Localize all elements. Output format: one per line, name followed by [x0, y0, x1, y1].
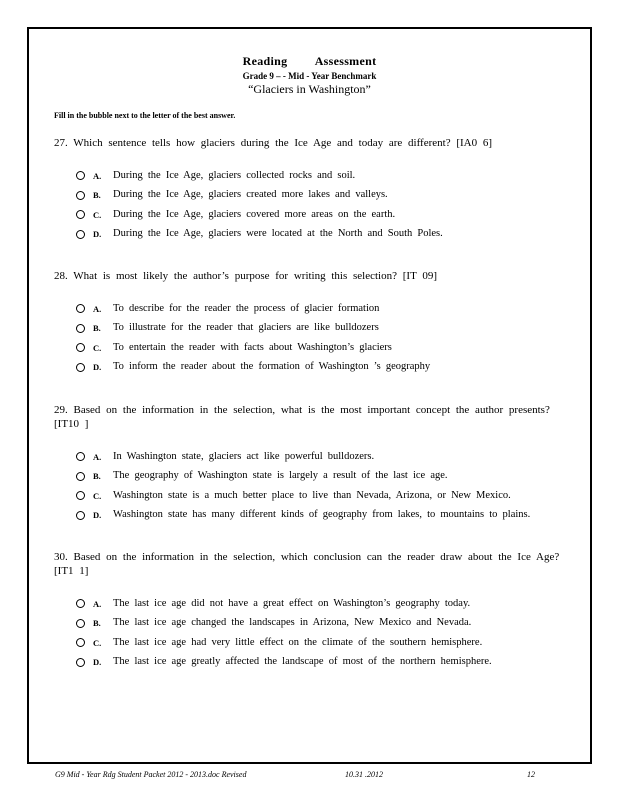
page-frame: [27, 27, 592, 764]
option-d[interactable]: [76, 506, 574, 526]
option-d[interactable]: [76, 225, 574, 245]
option-text: To inform the reader about the formation of Washington ’s geography: [113, 361, 431, 373]
option-a[interactable]: [76, 447, 574, 467]
bubble-icon[interactable]: [76, 343, 85, 352]
option-text: During the Ice Age, glaciers created more lakes and valleys.: [113, 189, 388, 201]
bubble-icon[interactable]: [76, 324, 85, 333]
option-b[interactable]: [76, 614, 574, 634]
bubble-icon[interactable]: [76, 511, 85, 520]
bubble-icon[interactable]: [76, 619, 85, 628]
option-letter: C.: [93, 342, 102, 353]
option-letter: A.: [93, 451, 102, 462]
option-text: Washington state has many different kinds of geography from lakes, to mountains to plains.: [113, 509, 531, 521]
bubble-icon[interactable]: [76, 658, 85, 667]
option-c[interactable]: [76, 338, 574, 358]
title-assessment: Assessment: [314, 54, 377, 68]
grade-subtitle: Grade 9 – - Mid - Year Benchmark: [242, 71, 377, 81]
question-27: [54, 136, 574, 244]
bubble-icon[interactable]: [76, 491, 85, 500]
option-text: The last ice age greatly affected the landscape of most of the northern hemisphere.: [113, 656, 492, 668]
question-text: 29. Based on the information in the selection, what is the most important concept the author presents? [IT10 ]: [54, 404, 550, 430]
option-text: In Washington state, glaciers act like powerful bulldozers.: [113, 450, 375, 462]
answer-options: [54, 299, 574, 377]
option-letter: D.: [93, 657, 102, 668]
question-28: [54, 269, 574, 377]
option-c[interactable]: [76, 205, 574, 225]
option-letter: A.: [93, 170, 102, 181]
option-a[interactable]: [76, 166, 574, 186]
bubble-icon[interactable]: [76, 363, 85, 372]
option-b[interactable]: [76, 467, 574, 487]
option-letter: B.: [93, 618, 101, 629]
option-d[interactable]: [76, 358, 574, 378]
option-a[interactable]: [76, 299, 574, 319]
bubble-icon[interactable]: [76, 472, 85, 481]
answer-options: [54, 166, 574, 244]
footer-page-number: 12: [527, 770, 535, 779]
option-text: The last ice age had very little effect on the climate of the southern hemisphere.: [113, 636, 483, 648]
question-29: [54, 403, 574, 525]
option-letter: A.: [93, 598, 102, 609]
title-reading: Reading: [242, 54, 288, 68]
option-letter: B.: [93, 471, 101, 482]
bubble-icon[interactable]: [76, 210, 85, 219]
option-letter: C.: [93, 490, 102, 501]
bubble-icon[interactable]: [76, 230, 85, 239]
bubble-icon[interactable]: [76, 599, 85, 608]
option-letter: B.: [93, 190, 101, 201]
bubble-icon[interactable]: [76, 304, 85, 313]
option-letter: C.: [93, 209, 102, 220]
option-c[interactable]: [76, 486, 574, 506]
footer-filename: G9 Mid - Year Rdg Student Packet 2012 - 2013.doc Revised: [55, 770, 247, 779]
option-letter: A.: [93, 303, 102, 314]
option-text: To illustrate for the reader that glaciers are like bulldozers: [113, 322, 379, 334]
option-text: To describe for the reader the process of glacier formation: [113, 302, 380, 314]
option-letter: C.: [93, 637, 102, 648]
option-text: Washington state is a much better place to live than Nevada, Arizona, or New Mexico.: [113, 489, 511, 501]
option-letter: D.: [93, 510, 102, 521]
option-letter: D.: [93, 229, 102, 240]
document-title: [29, 54, 590, 69]
option-text: The last ice age changed the landscapes in Arizona, New Mexico and Nevada.: [113, 617, 472, 629]
footer-date: 10.31 .2012: [345, 770, 383, 779]
option-text: The geography of Washington state is largely a result of the last ice age.: [113, 470, 448, 482]
option-b[interactable]: [76, 319, 574, 339]
option-letter: B.: [93, 323, 101, 334]
story-title: “Glaciers in Washington”: [248, 82, 371, 96]
bubble-icon[interactable]: [76, 452, 85, 461]
option-c[interactable]: [76, 633, 574, 653]
option-text: During the Ice Age, glaciers were located at the North and South Poles.: [113, 228, 443, 240]
bubble-icon[interactable]: [76, 191, 85, 200]
answer-options: [54, 447, 574, 525]
option-a[interactable]: [76, 594, 574, 614]
instructions: Fill in the bubble next to the letter of the best answer.: [54, 111, 236, 120]
question-30: [54, 550, 574, 672]
option-b[interactable]: [76, 186, 574, 206]
option-letter: D.: [93, 362, 102, 373]
bubble-icon[interactable]: [76, 171, 85, 180]
option-text: To entertain the reader with facts about Washington’s glaciers: [113, 341, 392, 353]
option-text: The last ice age did not have a great effect on Washington’s geography today.: [113, 597, 471, 609]
option-d[interactable]: [76, 653, 574, 673]
option-text: During the Ice Age, glaciers covered more areas on the earth.: [113, 208, 396, 220]
option-text: During the Ice Age, glaciers collected rocks and soil.: [113, 169, 356, 181]
question-text: 30. Based on the information in the selection, which conclusion can the reader draw about the Ice Age? [IT1 1]: [54, 551, 560, 577]
question-text: 27. Which sentence tells how glaciers during the Ice Age and today are different? [IA0 6]: [54, 137, 493, 149]
answer-options: [54, 594, 574, 672]
question-text: 28. What is most likely the author’s purpose for writing this selection? [IT 09]: [54, 270, 437, 282]
bubble-icon[interactable]: [76, 638, 85, 647]
